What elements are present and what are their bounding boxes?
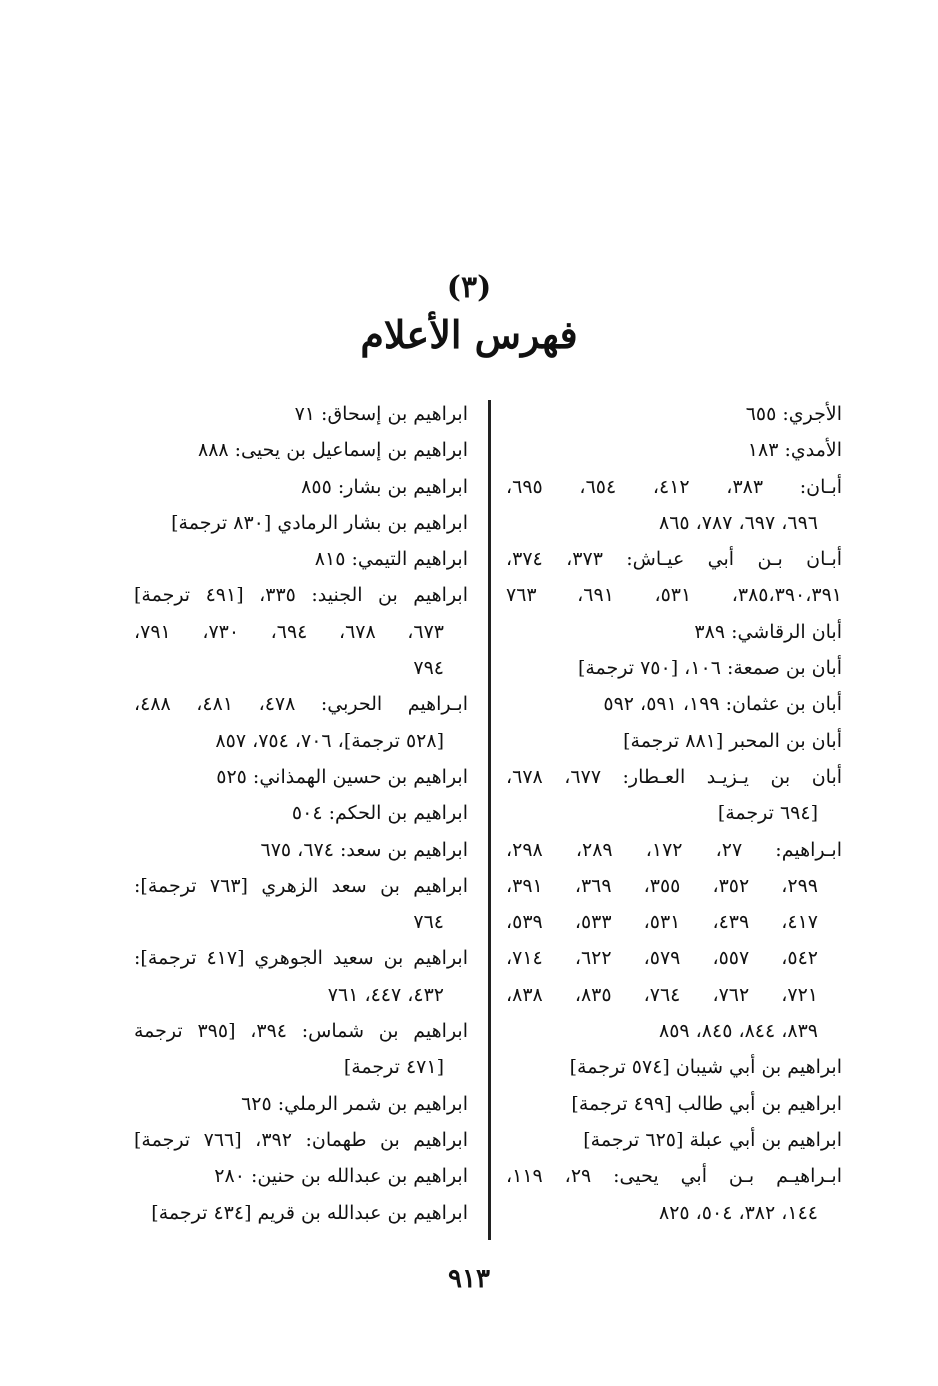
index-entry: ابراهيم بن حسين الهمذاني: ٥٢٥ [216,765,468,788]
index-entry: أبان بن صمعة: ١٠٦، [٧٥٠ ترجمة] [577,657,842,680]
index-entry: أبان بن يـزيـد العـطار: ٦٧٧، ٦٧٨، [506,765,842,788]
index-entry-continuation: ٧٦٤ [413,911,444,934]
index-entry: ابراهيم بن عبدالله بن حنين: ٢٨٠ [214,1165,468,1188]
index-entry: ابراهيم بن أبي طالب [٤٩٩ ترجمة] [571,1092,842,1115]
index-column-left [134,396,468,1231]
index-entry-continuation: ٦٩٦، ٦٩٧، ٧٨٧، ٨٦٥ [658,511,818,534]
index-entry: ابراهيم التيمي: ٨١٥ [314,548,468,571]
index-entry: ابراهيم بن بشار الرمادي [٨٣٠ ترجمة] [171,511,468,534]
index-entry: ابراهيم بن الجنيد: ٣٣٥، [٤٩١ ترجمة] [134,584,468,607]
index-entry: ابـراهيم: ٢٧، ١٧٢، ٢٨٩، ٢٩٨، [506,838,842,861]
index-entry-continuation: ٤١٧، ٤٣٩، ٥٣١، ٥٣٣، ٥٣٩، [506,911,819,934]
index-entry: أبـان بـن أبي عيـاش: ٣٧٣، ٣٧٤، [506,548,842,571]
index-entry: أبان الرقاشي: ٣٨٩ [694,620,842,643]
column-divider [488,400,491,1240]
index-entry: ٣٨٥،٣٩٠،٣٩١، ٥٣١، ٦٩١، ٧٦٣ [506,584,842,607]
index-entry: أبان بن عثمان: ١٩٩، ٥٩١، ٥٩٢ [603,693,842,716]
index-column-right [506,396,842,1231]
index-entry: ابراهيم بن إسحاق: ٧١ [294,403,468,425]
index-entry: ابراهيم بن أبي عبلة [٦٢٥ ترجمة] [583,1128,842,1151]
index-entry: ابراهيم بن شماس: ٣٩٤، [٣٩٥ ترجمة [134,1020,468,1043]
index-entry: أبان بن المحبر [٨٨١ ترجمة] [623,729,842,752]
index-entry-continuation: [٦٩٤ ترجمة] [717,802,818,825]
section-number: (٣) [446,270,492,305]
index-entry-continuation: [٤٧١ ترجمة] [343,1056,444,1079]
index-entry-continuation: ٧٢١، ٧٦٢، ٧٦٤، ٨٣٥، ٨٣٨، [506,983,819,1006]
index-entry: أبـان: ٣٨٣، ٤١٢، ٦٥٤، ٦٩٥، [506,475,842,498]
index-entry: ابراهيم بن إسماعيل بن يحيى: ٨٨٨ [197,439,468,462]
index-entry: ابراهيم بن سعد: ٦٧٤، ٦٧٥ [260,838,468,861]
index-entry-continuation: ٢٩٩، ٣٥٢، ٣٥٥، ٣٦٩، ٣٩١، [506,874,819,897]
page-title: فهرس الأعلام [360,312,578,357]
index-entry: ابراهيم بن عبدالله بن قريم [٤٣٤ ترجمة] [151,1201,468,1224]
index-entry: ابراهيم بن أبي شيبان [٥٧٤ ترجمة] [569,1056,842,1079]
index-entry-continuation: ٨٣٩، ٨٤٤، ٨٤٥، ٨٥٩ [658,1020,818,1043]
index-entry: ابـراهيـم بـن أبي يحيى: ٢٩، ١١٩، [506,1165,842,1188]
index-entry: ابراهيم بن طهمان: ٣٩٢، [٧٦٦ ترجمة] [134,1128,468,1151]
index-entry-continuation: [٥٢٨ ترجمة]، ٧٠٦، ٧٥٤، ٨٥٧ [215,729,444,752]
index-entry: ابراهيم بن سعد الزهري [٧٦٣ ترجمة]: [134,874,468,897]
page-number: ٩١٣ [448,1264,490,1294]
index-entry: ابراهيم بن سعيد الجوهري [٤١٧ ترجمة]: [134,947,468,970]
index-entry-continuation: ٧٩٤ [413,657,444,680]
index-entry-continuation: ١٤٤، ٣٨٢، ٥٠٤، ٨٢٥ [658,1201,818,1224]
index-entry: ابـراهيم الحربي: ٤٧٨، ٤٨١، ٤٨٨، [134,693,468,716]
index-entry: ابراهيم بن بشار: ٨٥٥ [301,475,468,498]
index-entry: ابراهيم بن شمر الرملي: ٦٢٥ [241,1092,468,1115]
index-entry-continuation: ٦٧٣، ٦٧٨، ٦٩٤، ٧٣٠، ٧٩١، [134,620,445,643]
index-entry: ابراهيم بن الحكم: ٥٠٤ [291,802,468,825]
index-entry-continuation: ٤٣٢، ٤٤٧، ٧٦١ [327,983,444,1006]
index-entry-continuation: ٥٤٢، ٥٥٧، ٥٧٩، ٦٢٢، ٧١٤، [506,947,819,970]
index-entry: الأمدي: ١٨٣ [747,439,842,462]
index-entry: الأجري: ٦٥٥ [745,403,842,425]
